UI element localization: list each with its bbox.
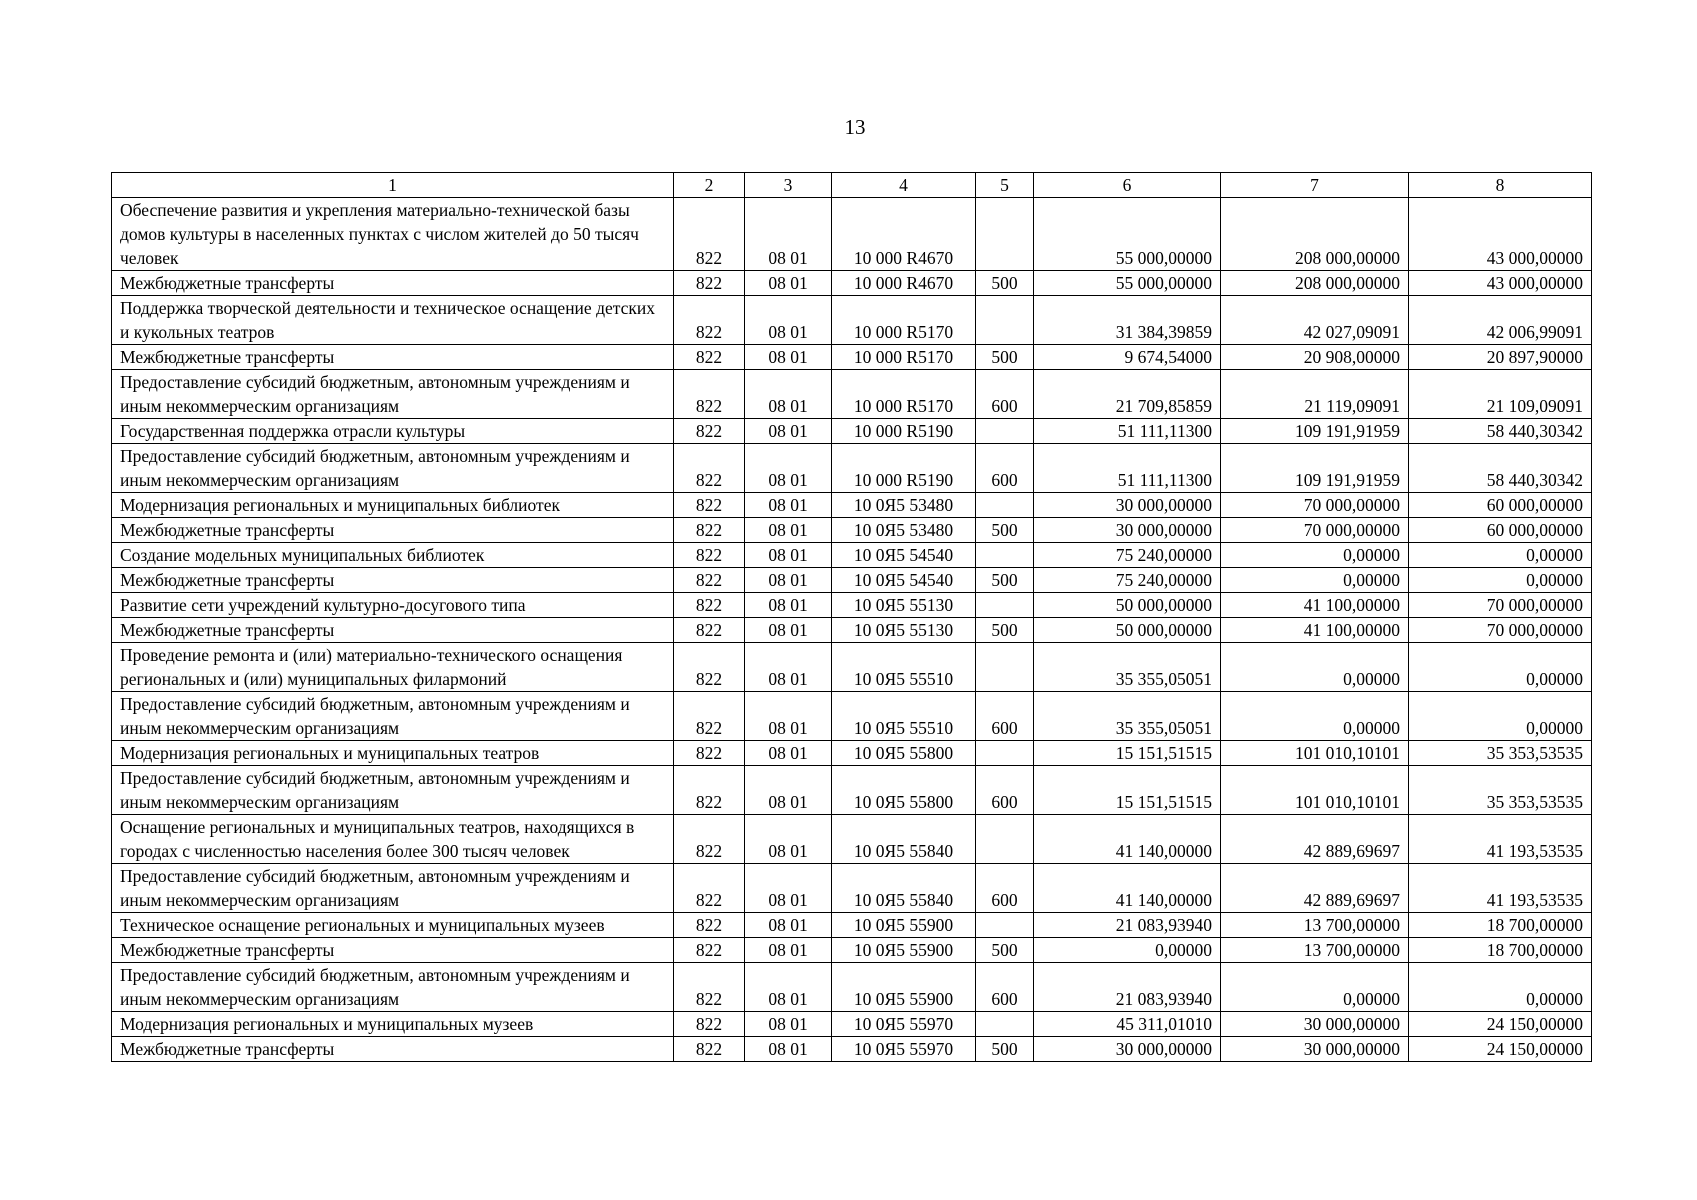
table-row [112, 370, 1592, 419]
row-name-cell: Предоставление субсидий бюджетным, автономным учреждениям и иным некоммерческим организациям [112, 370, 674, 419]
row-ministry-code-cell: 822 [674, 370, 745, 419]
row-ministry-code-cell: 822 [674, 643, 745, 692]
row-amount-col8-cell: 21 109,09091 [1409, 370, 1592, 419]
row-amount-col8-cell: 42 006,99091 [1409, 296, 1592, 345]
column-header: 6 [1034, 173, 1221, 198]
row-amount-col7-cell: 21 119,09091 [1221, 370, 1409, 419]
column-header: 7 [1221, 173, 1409, 198]
row-amount-col7-cell: 13 700,00000 [1221, 938, 1409, 963]
row-article-code-cell: 10 0Я5 55900 [832, 938, 976, 963]
row-name-cell: Межбюджетные трансферты [112, 1037, 674, 1062]
table-row [112, 345, 1592, 370]
table-row [112, 198, 1592, 271]
row-amount-col6-cell: 15 151,51515 [1034, 766, 1221, 815]
row-section-code-cell: 08 01 [745, 296, 832, 345]
row-amount-col6-cell: 21 709,85859 [1034, 370, 1221, 419]
row-amount-col7-cell: 101 010,10101 [1221, 741, 1409, 766]
row-name-cell: Обеспечение развития и укрепления материально-технической базы домов культуры в населенных пунктах с числом жителей до 50 тысяч человек [112, 198, 674, 271]
row-ministry-code-cell: 822 [674, 1037, 745, 1062]
row-section-code-cell: 08 01 [745, 913, 832, 938]
row-amount-col8-cell: 20 897,90000 [1409, 345, 1592, 370]
row-ministry-code-cell: 822 [674, 766, 745, 815]
row-expense-type-cell: 500 [976, 345, 1034, 370]
row-amount-col6-cell: 0,00000 [1034, 938, 1221, 963]
row-expense-type-cell [976, 593, 1034, 618]
row-article-code-cell: 10 000 R4670 [832, 198, 976, 271]
row-amount-col7-cell: 20 908,00000 [1221, 345, 1409, 370]
row-amount-col8-cell: 58 440,30342 [1409, 444, 1592, 493]
row-expense-type-cell [976, 198, 1034, 271]
row-name-cell: Предоставление субсидий бюджетным, автономным учреждениям и иным некоммерческим организациям [112, 963, 674, 1012]
row-article-code-cell: 10 000 R5190 [832, 444, 976, 493]
row-amount-col8-cell: 60 000,00000 [1409, 493, 1592, 518]
row-ministry-code-cell: 822 [674, 864, 745, 913]
row-name-cell: Модернизация региональных и муниципальных музеев [112, 1012, 674, 1037]
table-row [112, 815, 1592, 864]
row-ministry-code-cell: 822 [674, 963, 745, 1012]
row-article-code-cell: 10 0Я5 55900 [832, 963, 976, 1012]
row-amount-col7-cell: 0,00000 [1221, 543, 1409, 568]
row-expense-type-cell: 500 [976, 271, 1034, 296]
row-amount-col8-cell: 18 700,00000 [1409, 938, 1592, 963]
row-amount-col8-cell: 24 150,00000 [1409, 1012, 1592, 1037]
row-article-code-cell: 10 0Я5 55510 [832, 643, 976, 692]
row-article-code-cell: 10 0Я5 55970 [832, 1037, 976, 1062]
row-amount-col7-cell: 70 000,00000 [1221, 518, 1409, 543]
row-expense-type-cell: 500 [976, 518, 1034, 543]
row-name-cell: Межбюджетные трансферты [112, 345, 674, 370]
table-row [112, 593, 1592, 618]
table-row [112, 766, 1592, 815]
table-row [112, 543, 1592, 568]
row-amount-col7-cell: 70 000,00000 [1221, 493, 1409, 518]
row-ministry-code-cell: 822 [674, 271, 745, 296]
row-section-code-cell: 08 01 [745, 518, 832, 543]
row-article-code-cell: 10 0Я5 53480 [832, 493, 976, 518]
row-name-cell: Предоставление субсидий бюджетным, автономным учреждениям и иным некоммерческим организациям [112, 766, 674, 815]
row-section-code-cell: 08 01 [745, 419, 832, 444]
row-name-cell: Техническое оснащение региональных и муниципальных музеев [112, 913, 674, 938]
row-expense-type-cell: 600 [976, 963, 1034, 1012]
row-expense-type-cell [976, 1012, 1034, 1037]
row-article-code-cell: 10 0Я5 55130 [832, 593, 976, 618]
row-name-cell: Государственная поддержка отрасли культуры [112, 419, 674, 444]
row-section-code-cell: 08 01 [745, 345, 832, 370]
row-amount-col6-cell: 30 000,00000 [1034, 1037, 1221, 1062]
row-amount-col6-cell: 75 240,00000 [1034, 543, 1221, 568]
row-article-code-cell: 10 0Я5 55800 [832, 741, 976, 766]
table-row [112, 419, 1592, 444]
row-section-code-cell: 08 01 [745, 618, 832, 643]
row-amount-col8-cell: 43 000,00000 [1409, 271, 1592, 296]
row-amount-col7-cell: 0,00000 [1221, 643, 1409, 692]
row-name-cell: Предоставление субсидий бюджетным, автономным учреждениям и иным некоммерческим организациям [112, 864, 674, 913]
row-amount-col7-cell: 0,00000 [1221, 692, 1409, 741]
row-article-code-cell: 10 000 R4670 [832, 271, 976, 296]
row-ministry-code-cell: 822 [674, 493, 745, 518]
table-row [112, 444, 1592, 493]
row-expense-type-cell [976, 643, 1034, 692]
row-name-cell: Предоставление субсидий бюджетным, автономным учреждениям и иным некоммерческим организациям [112, 444, 674, 493]
row-amount-col6-cell: 15 151,51515 [1034, 741, 1221, 766]
row-expense-type-cell: 600 [976, 692, 1034, 741]
row-section-code-cell: 08 01 [745, 643, 832, 692]
table-row [112, 643, 1592, 692]
row-expense-type-cell [976, 741, 1034, 766]
table-row [112, 864, 1592, 913]
row-amount-col7-cell: 30 000,00000 [1221, 1037, 1409, 1062]
row-article-code-cell: 10 0Я5 55970 [832, 1012, 976, 1037]
row-section-code-cell: 08 01 [745, 593, 832, 618]
row-ministry-code-cell: 822 [674, 692, 745, 741]
row-amount-col7-cell: 101 010,10101 [1221, 766, 1409, 815]
row-amount-col6-cell: 41 140,00000 [1034, 815, 1221, 864]
row-amount-col8-cell: 0,00000 [1409, 543, 1592, 568]
row-amount-col7-cell: 13 700,00000 [1221, 913, 1409, 938]
row-name-cell: Оснащение региональных и муниципальных театров, находящихся в городах с численностью населения более 300 тысяч человек [112, 815, 674, 864]
row-article-code-cell: 10 000 R5170 [832, 296, 976, 345]
row-article-code-cell: 10 0Я5 53480 [832, 518, 976, 543]
row-expense-type-cell: 500 [976, 568, 1034, 593]
row-section-code-cell: 08 01 [745, 1037, 832, 1062]
row-ministry-code-cell: 822 [674, 198, 745, 271]
row-ministry-code-cell: 822 [674, 518, 745, 543]
row-amount-col8-cell: 58 440,30342 [1409, 419, 1592, 444]
row-expense-type-cell: 600 [976, 370, 1034, 419]
table-row [112, 271, 1592, 296]
row-amount-col8-cell: 24 150,00000 [1409, 1037, 1592, 1062]
row-amount-col7-cell: 30 000,00000 [1221, 1012, 1409, 1037]
row-ministry-code-cell: 822 [674, 815, 745, 864]
row-section-code-cell: 08 01 [745, 815, 832, 864]
row-amount-col6-cell: 51 111,11300 [1034, 444, 1221, 493]
row-ministry-code-cell: 822 [674, 938, 745, 963]
row-amount-col7-cell: 42 889,69697 [1221, 864, 1409, 913]
row-amount-col6-cell: 41 140,00000 [1034, 864, 1221, 913]
row-ministry-code-cell: 822 [674, 593, 745, 618]
column-header: 1 [112, 173, 674, 198]
row-expense-type-cell [976, 913, 1034, 938]
row-article-code-cell: 10 000 R5190 [832, 419, 976, 444]
row-section-code-cell: 08 01 [745, 692, 832, 741]
budget-table [111, 172, 1592, 1062]
row-name-cell: Поддержка творческой деятельности и техническое оснащение детских и кукольных театров [112, 296, 674, 345]
row-name-cell: Межбюджетные трансферты [112, 618, 674, 643]
column-header: 5 [976, 173, 1034, 198]
table-row [112, 913, 1592, 938]
row-amount-col6-cell: 21 083,93940 [1034, 963, 1221, 1012]
row-section-code-cell: 08 01 [745, 938, 832, 963]
row-amount-col8-cell: 18 700,00000 [1409, 913, 1592, 938]
row-amount-col7-cell: 208 000,00000 [1221, 198, 1409, 271]
row-amount-col7-cell: 41 100,00000 [1221, 618, 1409, 643]
row-amount-col7-cell: 0,00000 [1221, 568, 1409, 593]
row-amount-col7-cell: 41 100,00000 [1221, 593, 1409, 618]
row-name-cell: Межбюджетные трансферты [112, 271, 674, 296]
row-name-cell: Межбюджетные трансферты [112, 938, 674, 963]
row-name-cell: Создание модельных муниципальных библиотек [112, 543, 674, 568]
row-ministry-code-cell: 822 [674, 568, 745, 593]
row-amount-col6-cell: 51 111,11300 [1034, 419, 1221, 444]
row-article-code-cell: 10 0Я5 55800 [832, 766, 976, 815]
row-expense-type-cell: 600 [976, 766, 1034, 815]
row-amount-col6-cell: 31 384,39859 [1034, 296, 1221, 345]
table-header-row [112, 173, 1592, 198]
row-expense-type-cell: 600 [976, 444, 1034, 493]
row-amount-col7-cell: 208 000,00000 [1221, 271, 1409, 296]
row-article-code-cell: 10 000 R5170 [832, 370, 976, 419]
row-name-cell: Модернизация региональных и муниципальных библиотек [112, 493, 674, 518]
table-row [112, 296, 1592, 345]
row-ministry-code-cell: 822 [674, 618, 745, 643]
column-header: 8 [1409, 173, 1592, 198]
row-amount-col7-cell: 109 191,91959 [1221, 419, 1409, 444]
row-ministry-code-cell: 822 [674, 419, 745, 444]
row-amount-col6-cell: 30 000,00000 [1034, 493, 1221, 518]
column-header: 4 [832, 173, 976, 198]
table-row [112, 1037, 1592, 1062]
row-name-cell: Развитие сети учреждений культурно-досугового типа [112, 593, 674, 618]
row-amount-col6-cell: 35 355,05051 [1034, 643, 1221, 692]
table-row [112, 568, 1592, 593]
row-amount-col6-cell: 45 311,01010 [1034, 1012, 1221, 1037]
row-amount-col6-cell: 75 240,00000 [1034, 568, 1221, 593]
row-article-code-cell: 10 0Я5 55900 [832, 913, 976, 938]
row-section-code-cell: 08 01 [745, 568, 832, 593]
row-amount-col8-cell: 70 000,00000 [1409, 618, 1592, 643]
table-row [112, 938, 1592, 963]
row-amount-col6-cell: 35 355,05051 [1034, 692, 1221, 741]
row-amount-col8-cell: 35 353,53535 [1409, 766, 1592, 815]
row-expense-type-cell: 500 [976, 618, 1034, 643]
row-ministry-code-cell: 822 [674, 444, 745, 493]
row-amount-col7-cell: 42 889,69697 [1221, 815, 1409, 864]
row-amount-col8-cell: 70 000,00000 [1409, 593, 1592, 618]
row-section-code-cell: 08 01 [745, 963, 832, 1012]
column-header: 2 [674, 173, 745, 198]
row-amount-col6-cell: 50 000,00000 [1034, 618, 1221, 643]
row-amount-col8-cell: 43 000,00000 [1409, 198, 1592, 271]
row-name-cell: Предоставление субсидий бюджетным, автономным учреждениям и иным некоммерческим организациям [112, 692, 674, 741]
row-article-code-cell: 10 0Я5 55840 [832, 815, 976, 864]
row-ministry-code-cell: 822 [674, 543, 745, 568]
row-name-cell: Межбюджетные трансферты [112, 568, 674, 593]
row-expense-type-cell [976, 296, 1034, 345]
row-amount-col7-cell: 109 191,91959 [1221, 444, 1409, 493]
row-amount-col8-cell: 60 000,00000 [1409, 518, 1592, 543]
table-row [112, 741, 1592, 766]
row-amount-col6-cell: 21 083,93940 [1034, 913, 1221, 938]
row-expense-type-cell [976, 543, 1034, 568]
row-section-code-cell: 08 01 [745, 271, 832, 296]
row-article-code-cell: 10 0Я5 55840 [832, 864, 976, 913]
row-expense-type-cell: 600 [976, 864, 1034, 913]
row-amount-col7-cell: 0,00000 [1221, 963, 1409, 1012]
column-header: 3 [745, 173, 832, 198]
row-amount-col8-cell: 0,00000 [1409, 643, 1592, 692]
row-ministry-code-cell: 822 [674, 296, 745, 345]
row-section-code-cell: 08 01 [745, 1012, 832, 1037]
row-article-code-cell: 10 0Я5 54540 [832, 568, 976, 593]
row-expense-type-cell [976, 419, 1034, 444]
row-article-code-cell: 10 0Я5 54540 [832, 543, 976, 568]
row-section-code-cell: 08 01 [745, 741, 832, 766]
page-number: 13 [844, 115, 866, 139]
row-expense-type-cell: 500 [976, 938, 1034, 963]
row-ministry-code-cell: 822 [674, 345, 745, 370]
row-name-cell: Межбюджетные трансферты [112, 518, 674, 543]
row-article-code-cell: 10 0Я5 55510 [832, 692, 976, 741]
table-row [112, 518, 1592, 543]
row-amount-col8-cell: 41 193,53535 [1409, 864, 1592, 913]
table-row [112, 963, 1592, 1012]
row-amount-col8-cell: 0,00000 [1409, 963, 1592, 1012]
row-expense-type-cell: 500 [976, 1037, 1034, 1062]
row-name-cell: Проведение ремонта и (или) материально-технического оснащения региональных и (или) муниципальных филармоний [112, 643, 674, 692]
row-amount-col8-cell: 41 193,53535 [1409, 815, 1592, 864]
row-amount-col7-cell: 42 027,09091 [1221, 296, 1409, 345]
row-expense-type-cell [976, 493, 1034, 518]
table-row [112, 1012, 1592, 1037]
row-amount-col6-cell: 50 000,00000 [1034, 593, 1221, 618]
row-article-code-cell: 10 0Я5 55130 [832, 618, 976, 643]
row-section-code-cell: 08 01 [745, 864, 832, 913]
row-amount-col8-cell: 0,00000 [1409, 692, 1592, 741]
row-section-code-cell: 08 01 [745, 543, 832, 568]
table-row [112, 692, 1592, 741]
row-section-code-cell: 08 01 [745, 766, 832, 815]
table-row [112, 618, 1592, 643]
row-amount-col6-cell: 30 000,00000 [1034, 518, 1221, 543]
row-amount-col6-cell: 55 000,00000 [1034, 271, 1221, 296]
table-row [112, 493, 1592, 518]
row-amount-col8-cell: 0,00000 [1409, 568, 1592, 593]
row-name-cell: Модернизация региональных и муниципальных театров [112, 741, 674, 766]
row-section-code-cell: 08 01 [745, 493, 832, 518]
row-section-code-cell: 08 01 [745, 370, 832, 419]
row-ministry-code-cell: 822 [674, 913, 745, 938]
row-amount-col6-cell: 9 674,54000 [1034, 345, 1221, 370]
row-article-code-cell: 10 000 R5170 [832, 345, 976, 370]
row-ministry-code-cell: 822 [674, 741, 745, 766]
row-section-code-cell: 08 01 [745, 444, 832, 493]
row-amount-col6-cell: 55 000,00000 [1034, 198, 1221, 271]
row-section-code-cell: 08 01 [745, 198, 832, 271]
row-expense-type-cell [976, 815, 1034, 864]
row-amount-col8-cell: 35 353,53535 [1409, 741, 1592, 766]
row-ministry-code-cell: 822 [674, 1012, 745, 1037]
